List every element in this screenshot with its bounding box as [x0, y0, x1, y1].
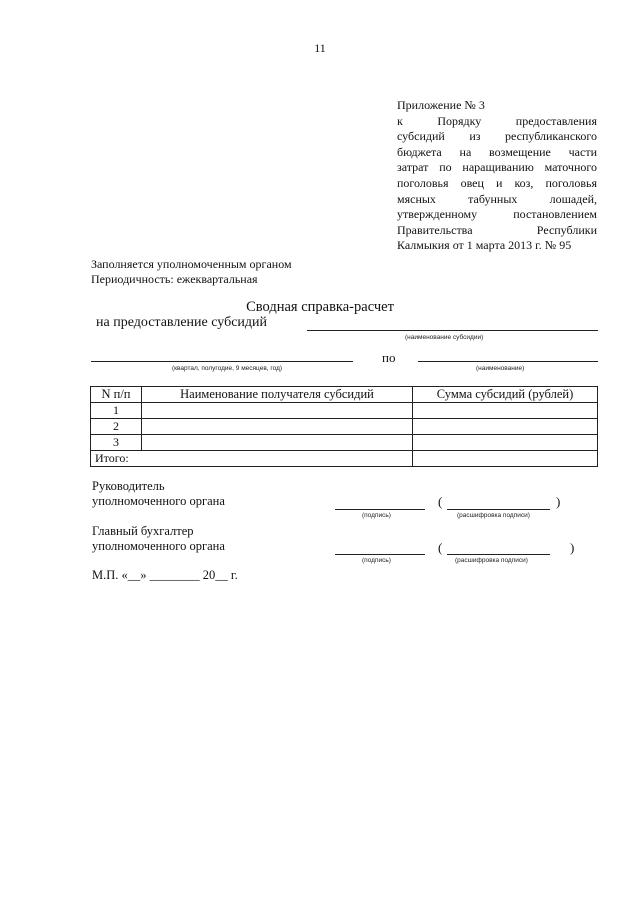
- appendix-line: утвержденному постановлением: [397, 207, 597, 222]
- stamp-date-line: М.П. «__» ________ 20__ г.: [92, 568, 238, 582]
- po-label: по: [382, 350, 396, 365]
- document-title: Сводная справка-расчет: [246, 299, 394, 315]
- head-decode-caption: (расшифровка подписи): [457, 512, 530, 519]
- total-label: Итого:: [91, 451, 413, 467]
- row-sum-cell[interactable]: [413, 435, 598, 451]
- accountant-paren-open: (: [438, 540, 443, 555]
- accountant-decode-caption: (расшифровка подписи): [455, 557, 528, 564]
- table-row: [91, 435, 598, 451]
- row-recipient-cell[interactable]: [142, 435, 413, 451]
- appendix-line: Калмыкия от 1 марта 2013 г. № 95: [397, 238, 572, 253]
- appendix-line: Правительства Республики: [397, 222, 597, 237]
- row-number: 1: [91, 403, 142, 419]
- appendix-line: поголовья овец и коз, поголовья: [397, 175, 597, 190]
- appendix-line: Приложение № 3: [397, 98, 485, 112]
- page-number: 11: [314, 41, 326, 55]
- accountant-title: Главный бухгалтер: [92, 524, 194, 538]
- table-row: [91, 419, 598, 435]
- head-paren-close: ): [556, 494, 561, 509]
- accountant-organ: уполномоченного органа: [92, 539, 225, 553]
- row-recipient-cell[interactable]: [142, 403, 413, 419]
- subsidy-table: [90, 386, 598, 467]
- accountant-paren-close: ): [570, 540, 575, 555]
- subsidy-name-field[interactable]: [307, 330, 598, 331]
- head-signature-field[interactable]: [335, 509, 425, 510]
- head-signature-label: [92, 479, 225, 509]
- appendix-block: [397, 98, 597, 254]
- filled-by-text: Заполняется уполномоченным органом: [91, 257, 292, 271]
- accountant-decode-field[interactable]: [447, 554, 550, 555]
- appendix-line: субсидий из республиканского: [397, 129, 597, 144]
- row-recipient-cell[interactable]: [142, 419, 413, 435]
- table-row: [91, 403, 598, 419]
- accountant-signature-label: [92, 524, 225, 554]
- appendix-line: бюджета на возмещение части: [397, 144, 597, 159]
- row-number: 3: [91, 435, 142, 451]
- period-caption: (квартал, полугодие, 9 месяцев, год): [172, 365, 283, 372]
- table-total-row: [91, 451, 598, 467]
- subsidy-name-caption: (наименование субсидии): [405, 334, 484, 341]
- head-signature-caption: (подпись): [362, 512, 391, 519]
- appendix-line: к Порядку предоставления: [397, 113, 597, 128]
- accountant-signature-field[interactable]: [335, 554, 425, 555]
- appendix-line: затрат по наращиванию маточного: [397, 160, 597, 175]
- head-decode-field[interactable]: [447, 509, 550, 510]
- head-organ: уполномоченного органа: [92, 494, 225, 508]
- header-recipient: Наименование получателя субсидий: [142, 387, 413, 403]
- table-header-row: [91, 387, 598, 403]
- header-sum: Сумма субсидий (рублей): [413, 387, 598, 403]
- document-subtitle: на предоставление субсидий: [96, 315, 268, 330]
- head-title: Руководитель: [92, 479, 165, 493]
- header-number: N п/п: [91, 387, 142, 403]
- organ-name-field[interactable]: [418, 361, 598, 362]
- row-sum-cell[interactable]: [413, 403, 598, 419]
- periodicity-text: Периодичность: ежеквартальная: [91, 272, 258, 286]
- head-paren-open: (: [438, 494, 443, 509]
- header-info: [91, 257, 292, 287]
- organ-name-caption: (наименование): [476, 365, 525, 372]
- total-sum-cell[interactable]: [413, 451, 598, 467]
- period-field[interactable]: [91, 361, 353, 362]
- row-sum-cell[interactable]: [413, 419, 598, 435]
- accountant-signature-caption: (подпись): [362, 557, 391, 564]
- row-number: 2: [91, 419, 142, 435]
- appendix-line: мясных табунных лошадей,: [397, 191, 597, 206]
